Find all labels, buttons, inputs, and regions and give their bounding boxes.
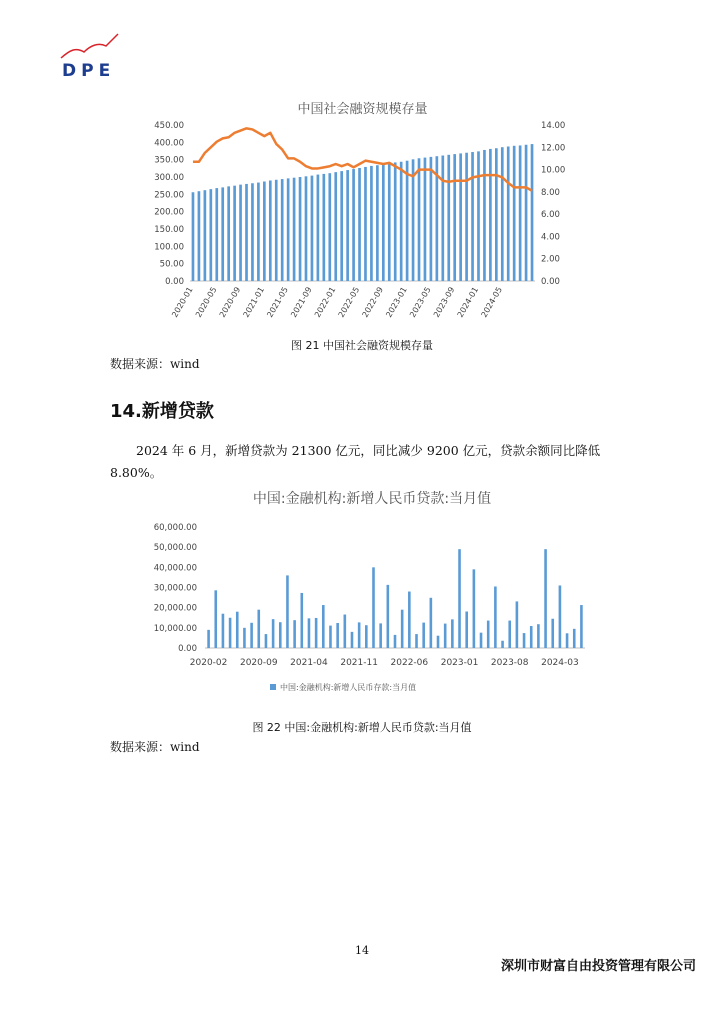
x-tick-label: 2023-08 — [490, 658, 529, 668]
right-y-tick-label: 10.00 — [541, 165, 566, 176]
loan-bar — [265, 634, 268, 648]
stock-bar — [394, 162, 397, 281]
loan-bar — [487, 621, 490, 648]
x-tick-label: 2021-11 — [340, 658, 378, 668]
right-y-tick-label: 6.00 — [541, 210, 560, 221]
x-tick-label: 2022-06 — [390, 658, 429, 668]
stock-bar — [519, 145, 522, 281]
stock-bar — [418, 158, 421, 281]
left-y-tick-label: 200.00 — [154, 207, 184, 218]
loan-bar — [272, 619, 275, 648]
stock-bar — [317, 175, 320, 281]
loan-bar — [336, 623, 339, 648]
figure-22-caption: 图 22 中国:金融机构:新增人民币贷款:当月值 — [252, 721, 472, 734]
stock-bar — [364, 167, 367, 281]
x-tick-label: 2021-05 — [265, 285, 290, 319]
stock-bar — [346, 170, 349, 281]
stock-bar — [251, 183, 254, 281]
loan-bar — [465, 611, 468, 648]
legend-label: 中国:金融机构:新增人民币存款:当月值 — [280, 683, 417, 692]
loan-bar — [559, 585, 562, 648]
stock-bar — [358, 168, 361, 281]
y-tick-label: 60,000.00 — [153, 523, 197, 533]
stock-bar — [263, 182, 266, 281]
stock-bar — [221, 187, 224, 281]
stock-bar — [447, 155, 450, 281]
loan-bar — [286, 575, 289, 648]
stock-bar — [424, 158, 427, 281]
loan-bar — [508, 621, 511, 648]
loan-bar — [300, 593, 303, 648]
loan-bar — [257, 610, 260, 648]
x-tick-label: 2020-01 — [170, 285, 195, 319]
left-y-tick-label: 250.00 — [154, 190, 184, 201]
right-y-tick-label: 0.00 — [541, 277, 560, 287]
loan-bar — [250, 623, 253, 648]
y-tick-label: 50,000.00 — [153, 543, 197, 554]
figure-22-source: 数据来源：wind — [110, 740, 200, 754]
loan-bar — [322, 605, 325, 648]
loan-bar — [580, 605, 583, 648]
stock-bar — [388, 163, 391, 281]
stock-bar — [322, 174, 325, 281]
loan-bar — [451, 619, 454, 648]
loan-bar — [236, 612, 239, 648]
new-loans-chart — [140, 485, 585, 700]
x-tick-label: 2023-01 — [440, 658, 479, 668]
x-tick-label: 2024-01 — [455, 285, 481, 319]
stock-bar — [281, 179, 284, 281]
stock-bar — [275, 180, 278, 281]
loan-bar — [243, 628, 246, 648]
stock-bar — [311, 176, 314, 281]
x-tick-label: 2022-01 — [312, 285, 338, 319]
loan-bar — [308, 618, 311, 648]
left-y-tick-label: 350.00 — [154, 155, 184, 166]
loan-bar — [494, 586, 497, 648]
right-y-tick-label: 12.00 — [541, 143, 566, 154]
loan-bar — [430, 598, 433, 648]
stock-bar — [465, 153, 468, 281]
stock-bar — [334, 172, 337, 281]
stock-bar — [305, 176, 308, 281]
stock-bar — [459, 153, 462, 281]
chart-title: 中国:金融机构:新增人民币贷款:当月值 — [252, 491, 492, 507]
loan-bar — [458, 549, 461, 648]
loan-bar — [379, 623, 382, 648]
x-tick-label: 2023-05 — [408, 285, 433, 319]
x-tick-label: 2021-09 — [289, 285, 314, 319]
stock-bar — [209, 189, 212, 281]
y-tick-label: 30,000.00 — [153, 583, 197, 594]
stock-bar — [525, 145, 528, 281]
stock-bar — [507, 146, 510, 281]
stock-bar — [269, 180, 272, 281]
loan-bar — [214, 590, 217, 648]
stock-bar — [400, 162, 403, 281]
stock-bar — [501, 147, 504, 281]
loan-bar — [401, 610, 404, 648]
loan-bar — [530, 626, 533, 648]
legend-swatch — [270, 684, 276, 690]
stock-bar — [376, 165, 379, 281]
x-tick-label: 2024-03 — [541, 658, 579, 668]
stock-bar — [328, 173, 331, 281]
stock-bar — [198, 191, 201, 281]
stock-bar — [412, 159, 415, 281]
x-tick-label: 2023-09 — [431, 285, 457, 319]
section-heading: 14.新增贷款 — [110, 401, 214, 422]
left-y-tick-label: 0.00 — [165, 277, 184, 287]
x-tick-label: 2020-09 — [217, 285, 243, 319]
growth-rate-line — [193, 128, 532, 190]
stock-bar — [257, 183, 260, 281]
x-tick-label: 2020-02 — [189, 658, 228, 668]
stock-bar — [233, 186, 236, 281]
x-tick-label: 2022-05 — [336, 285, 362, 319]
left-y-tick-label: 150.00 — [154, 225, 184, 235]
x-tick-label: 2023-01 — [384, 285, 409, 319]
loan-bar — [358, 622, 361, 648]
right-y-tick-label: 4.00 — [541, 232, 560, 243]
loan-bar — [516, 601, 519, 648]
stock-bar — [204, 190, 207, 281]
stock-bar — [215, 188, 218, 281]
left-y-tick-label: 450.00 — [154, 121, 184, 131]
loan-bar — [207, 630, 210, 648]
x-tick-label: 2024-05 — [479, 285, 505, 319]
right-y-tick-label: 14.00 — [541, 121, 566, 131]
left-y-tick-label: 50.00 — [159, 259, 184, 270]
loan-bar — [344, 615, 347, 648]
section-paragraph: 2024 年 6 月，新增贷款为 21300 亿元，同比减少 9200 亿元，贷款余额同比降低 8.80%。 — [110, 443, 601, 480]
stock-bar — [406, 161, 409, 281]
loan-bar — [372, 567, 375, 648]
figure-21-source: 数据来源：wind — [110, 357, 200, 371]
stock-bar — [382, 165, 385, 281]
left-y-tick-label: 300.00 — [154, 173, 184, 183]
stock-bar — [441, 156, 444, 281]
loan-bar — [394, 635, 397, 648]
x-tick-label: 2020-09 — [239, 658, 278, 668]
loan-bar — [523, 633, 526, 648]
loan-bar — [501, 641, 504, 648]
stock-bar — [227, 186, 230, 281]
stock-bar — [352, 169, 355, 281]
company-logo-text: DPE — [62, 61, 116, 81]
page-number: 14 — [355, 944, 369, 957]
stock-bar — [430, 157, 433, 281]
stock-bar — [453, 154, 456, 281]
loan-bar — [279, 622, 282, 648]
stock-bar — [239, 185, 242, 281]
y-tick-label: 20,000.00 — [153, 603, 197, 614]
loan-bar — [544, 549, 547, 648]
stock-bar — [287, 178, 290, 281]
x-tick-label: 2021-01 — [241, 285, 267, 319]
right-y-tick-label: 2.00 — [541, 254, 560, 265]
stock-bar — [192, 192, 195, 281]
stock-bar — [471, 152, 474, 281]
stock-bar — [340, 171, 343, 281]
y-tick-label: 10,000.00 — [153, 623, 197, 634]
loan-bar — [422, 623, 425, 648]
stock-bar — [370, 166, 373, 281]
loan-bar — [229, 618, 232, 648]
figure-21-caption: 图 21 中国社会融资规模存量 — [291, 339, 433, 352]
loan-bar — [222, 614, 225, 648]
loan-bar — [473, 569, 476, 648]
loan-bar — [387, 585, 390, 648]
x-tick-label: 2022-09 — [360, 285, 386, 319]
stock-bar — [513, 146, 516, 281]
stock-bar — [477, 151, 480, 281]
loan-bar — [329, 626, 332, 648]
stock-bar — [293, 178, 296, 281]
loan-bar — [437, 636, 440, 648]
left-y-tick-label: 400.00 — [154, 138, 184, 149]
chart-title: 中国社会融资规模存量 — [297, 102, 428, 117]
loan-bar — [351, 632, 354, 648]
y-tick-label: 40,000.00 — [153, 563, 197, 574]
social-financing-chart — [150, 95, 566, 330]
y-tick-label: 0.00 — [178, 644, 197, 654]
loan-bar — [480, 633, 483, 648]
loan-bar — [566, 633, 569, 648]
loan-bar — [415, 634, 418, 648]
x-tick-label: 2021-04 — [290, 658, 328, 668]
loan-bar — [551, 619, 554, 648]
left-y-tick-label: 100.00 — [154, 242, 184, 253]
right-y-tick-label: 8.00 — [541, 187, 560, 198]
loan-bar — [315, 618, 318, 648]
x-tick-label: 2020-05 — [193, 285, 219, 319]
stock-bar — [489, 149, 492, 281]
stock-bar — [245, 184, 248, 281]
loan-bar — [408, 592, 411, 648]
loan-bar — [365, 625, 368, 648]
loan-bar — [537, 624, 540, 648]
loan-bar — [293, 620, 296, 648]
footer-company-name: 深圳市财富自由投资管理有限公司 — [500, 959, 696, 974]
loan-bar — [444, 624, 447, 648]
stock-bar — [299, 177, 302, 281]
stock-bar — [531, 144, 534, 281]
stock-bar — [483, 150, 486, 281]
loan-bar — [573, 629, 576, 648]
stock-bar — [495, 148, 498, 281]
